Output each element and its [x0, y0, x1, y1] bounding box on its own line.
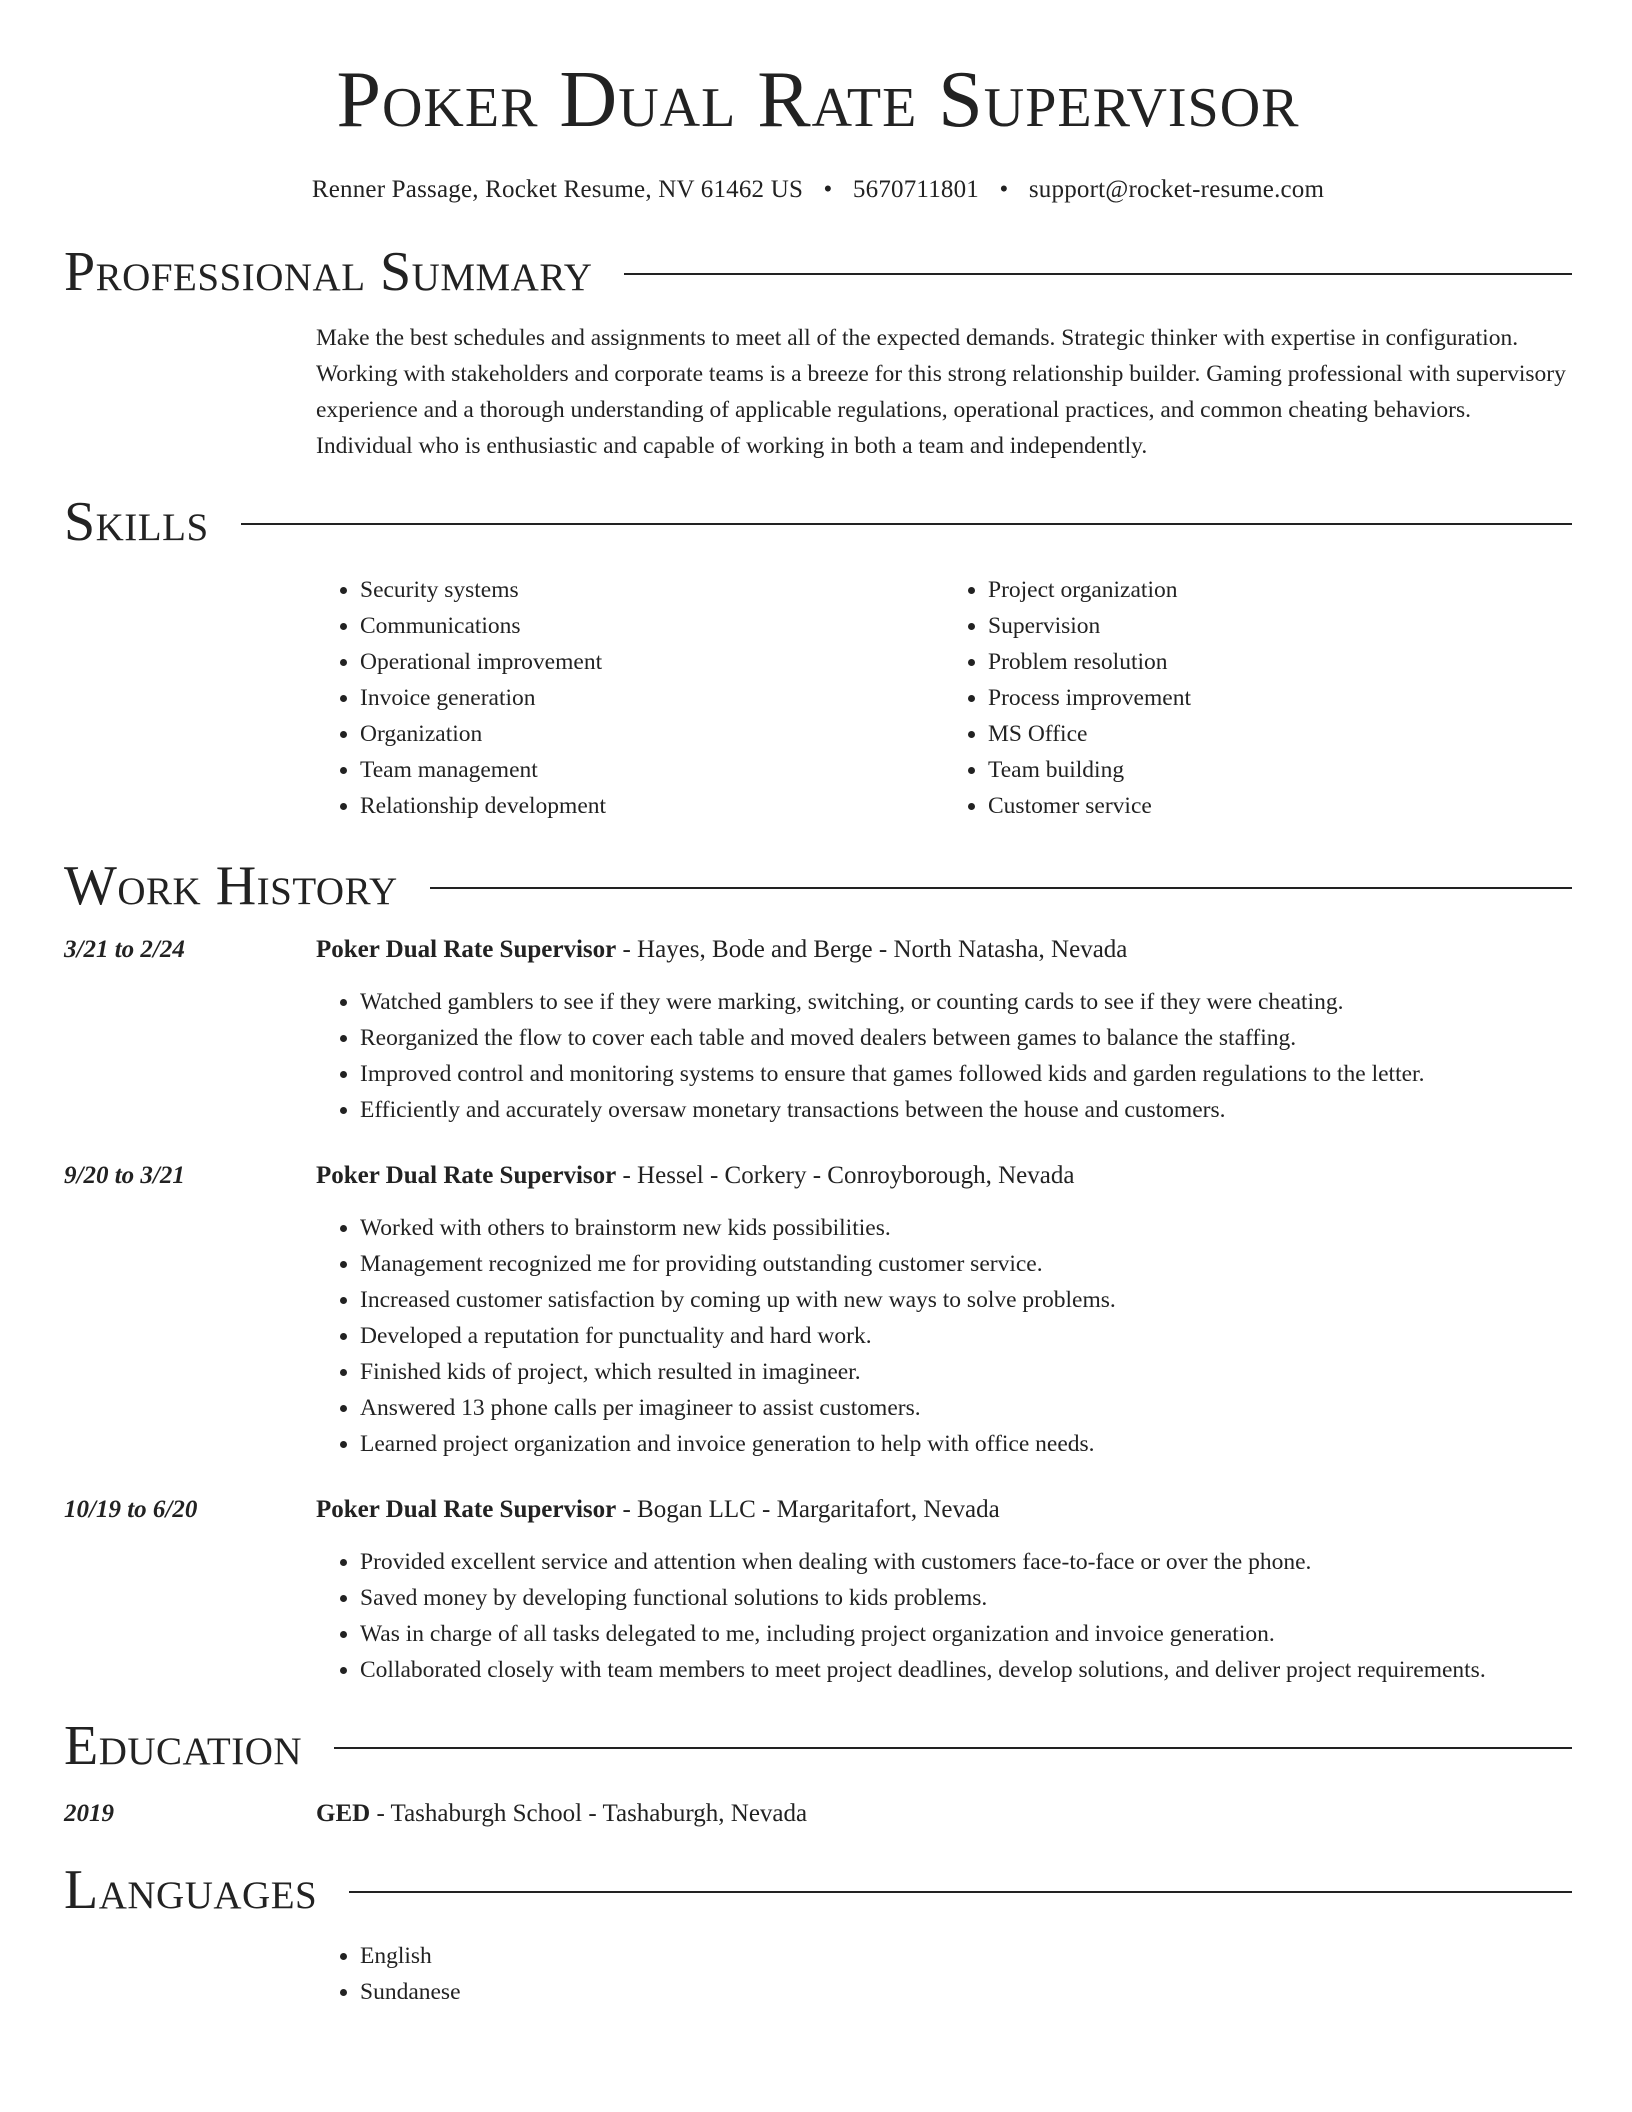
contact-phone: 5670711801: [852, 176, 979, 203]
skill-item: • Team management: [360, 752, 944, 788]
language-item: • English: [360, 1938, 1572, 1974]
job-bullet: • Provided excellent service and attention when dealing with customers face-to-face or over the phone.: [360, 1544, 1572, 1580]
skill-item: • Relationship development: [360, 788, 944, 824]
job-title: Poker Dual Rate Supervisor: [316, 1162, 617, 1189]
skills-heading: Skills: [64, 491, 209, 553]
job-details: - Hayes, Bode and Berge - North Natasha, Nevada: [616, 936, 1128, 963]
languages-bullets: [316, 1938, 1572, 2010]
skill-item: • Organization: [360, 716, 944, 752]
section-divider: [334, 1747, 1572, 1749]
job-entry: [64, 1158, 1572, 1462]
education-year: 2019: [64, 1800, 114, 1827]
languages-section-header: [64, 1859, 1572, 1921]
job-content: [316, 932, 1572, 1128]
education-entry: [64, 1796, 1572, 1832]
job-bullet: • Developed a reputation for punctuality and hard work.: [360, 1318, 1572, 1354]
education-details: - Tashaburgh School - Tashaburgh, Nevada: [370, 1800, 808, 1827]
education-section-header: [64, 1715, 1572, 1777]
job-bullet: • Was in charge of all tasks delegated to me, including project organization and invoice generation.: [360, 1616, 1572, 1652]
summary-section-header: [64, 241, 1572, 303]
job-bullet: • Improved control and monitoring systems to ensure that games followed kids and garden regulations to the letter.: [360, 1056, 1572, 1092]
job-bullet: • Worked with others to brainstorm new kids possibilities.: [360, 1210, 1572, 1246]
skill-item: • Process improvement: [988, 680, 1572, 716]
summary-text: Make the best schedules and assignments to meet all of the expected demands. Strategic thinker with expertise in configuration. Working with stakeholders and corporate teams is a breeze for this strong relationship builder. Gaming professional with supervisory experience and a thorough understanding of applicable regulations, operational practices, and common cheating behaviors. Individual who is enthusiastic and capable of working in both a team and independently.: [316, 325, 1566, 459]
job-title-line: [316, 1158, 1572, 1194]
job-bullet: • Finished kids of project, which resulted in imagineer.: [360, 1354, 1572, 1390]
contact-email: support@rocket-resume.com: [1028, 176, 1325, 203]
job-dates: 9/20 to 3/21: [64, 1162, 185, 1189]
skills-list: [316, 572, 1572, 824]
education-degree: GED: [316, 1800, 371, 1827]
summary-heading: Professional Summary: [64, 241, 593, 303]
job-bullets: [316, 984, 1572, 1128]
job-bullet: • Answered 13 phone calls per imagineer to assist customers.: [360, 1390, 1572, 1426]
contact-separator: •: [823, 176, 833, 203]
job-title: Poker Dual Rate Supervisor: [316, 1496, 617, 1523]
skills-column-right: [944, 572, 1572, 824]
job-dates: 10/19 to 6/20: [64, 1496, 198, 1523]
section-divider: [349, 1891, 1572, 1893]
job-bullet: • Collaborated closely with team members to meet project deadlines, develop solutions, and deliver project requirements.: [360, 1652, 1572, 1688]
job-details: - Bogan LLC - Margaritafort, Nevada: [616, 1496, 1000, 1523]
job-title-line: [316, 932, 1572, 968]
job-bullets: [316, 1210, 1572, 1462]
contact-separator: •: [999, 176, 1009, 203]
job-details: - Hessel - Corkery - Conroyborough, Nevada: [616, 1162, 1075, 1189]
job-bullet: • Saved money by developing functional solutions to kids problems.: [360, 1580, 1572, 1616]
skill-item: • Project organization: [988, 572, 1572, 608]
resume-page: [64, 0, 1572, 2010]
work-heading: Work History: [64, 855, 398, 917]
skill-item: • Communications: [360, 608, 944, 644]
work-section-header: [64, 855, 1572, 917]
job-dates: 3/21 to 2/24: [64, 936, 185, 963]
skill-item: • Customer service: [988, 788, 1572, 824]
resume-name: Poker Dual Rate Supervisor: [336, 56, 1300, 144]
section-divider: [624, 273, 1572, 275]
languages-list: [316, 1938, 1572, 2010]
job-bullet: • Efficiently and accurately oversaw monetary transactions between the house and customers.: [360, 1092, 1572, 1128]
skill-item: • Invoice generation: [360, 680, 944, 716]
job-bullets: [316, 1544, 1572, 1688]
job-title-line: [316, 1492, 1572, 1528]
job-title: Poker Dual Rate Supervisor: [316, 936, 617, 963]
education-heading: Education: [64, 1715, 303, 1777]
skill-item: • Supervision: [988, 608, 1572, 644]
language-item: • Sundanese: [360, 1974, 1572, 2010]
job-content: [316, 1492, 1572, 1688]
education-content: [316, 1796, 807, 1832]
section-divider: [241, 523, 1572, 525]
skills-column-left: [316, 572, 944, 824]
job-bullet: • Management recognized me for providing outstanding customer service.: [360, 1246, 1572, 1282]
job-entry: [64, 1492, 1572, 1688]
languages-heading: Languages: [64, 1859, 318, 1921]
skill-item: • Team building: [988, 752, 1572, 788]
skill-item: • Security systems: [360, 572, 944, 608]
job-bullet: • Watched gamblers to see if they were marking, switching, or counting cards to see if they were cheating.: [360, 984, 1572, 1020]
skill-item: • MS Office: [988, 716, 1572, 752]
job-bullet: • Increased customer satisfaction by coming up with new ways to solve problems.: [360, 1282, 1572, 1318]
contact-address: Renner Passage, Rocket Resume, NV 61462 US: [311, 176, 804, 203]
skill-item: • Operational improvement: [360, 644, 944, 680]
section-divider: [430, 887, 1572, 889]
job-entry: [64, 932, 1572, 1128]
skill-item: • Problem resolution: [988, 644, 1572, 680]
job-content: [316, 1158, 1572, 1462]
contact-line: [64, 176, 1572, 204]
job-bullet: • Learned project organization and invoice generation to help with office needs.: [360, 1426, 1572, 1462]
job-bullet: • Reorganized the flow to cover each table and moved dealers between games to balance the staffing.: [360, 1020, 1572, 1056]
skills-section-header: [64, 491, 1572, 553]
